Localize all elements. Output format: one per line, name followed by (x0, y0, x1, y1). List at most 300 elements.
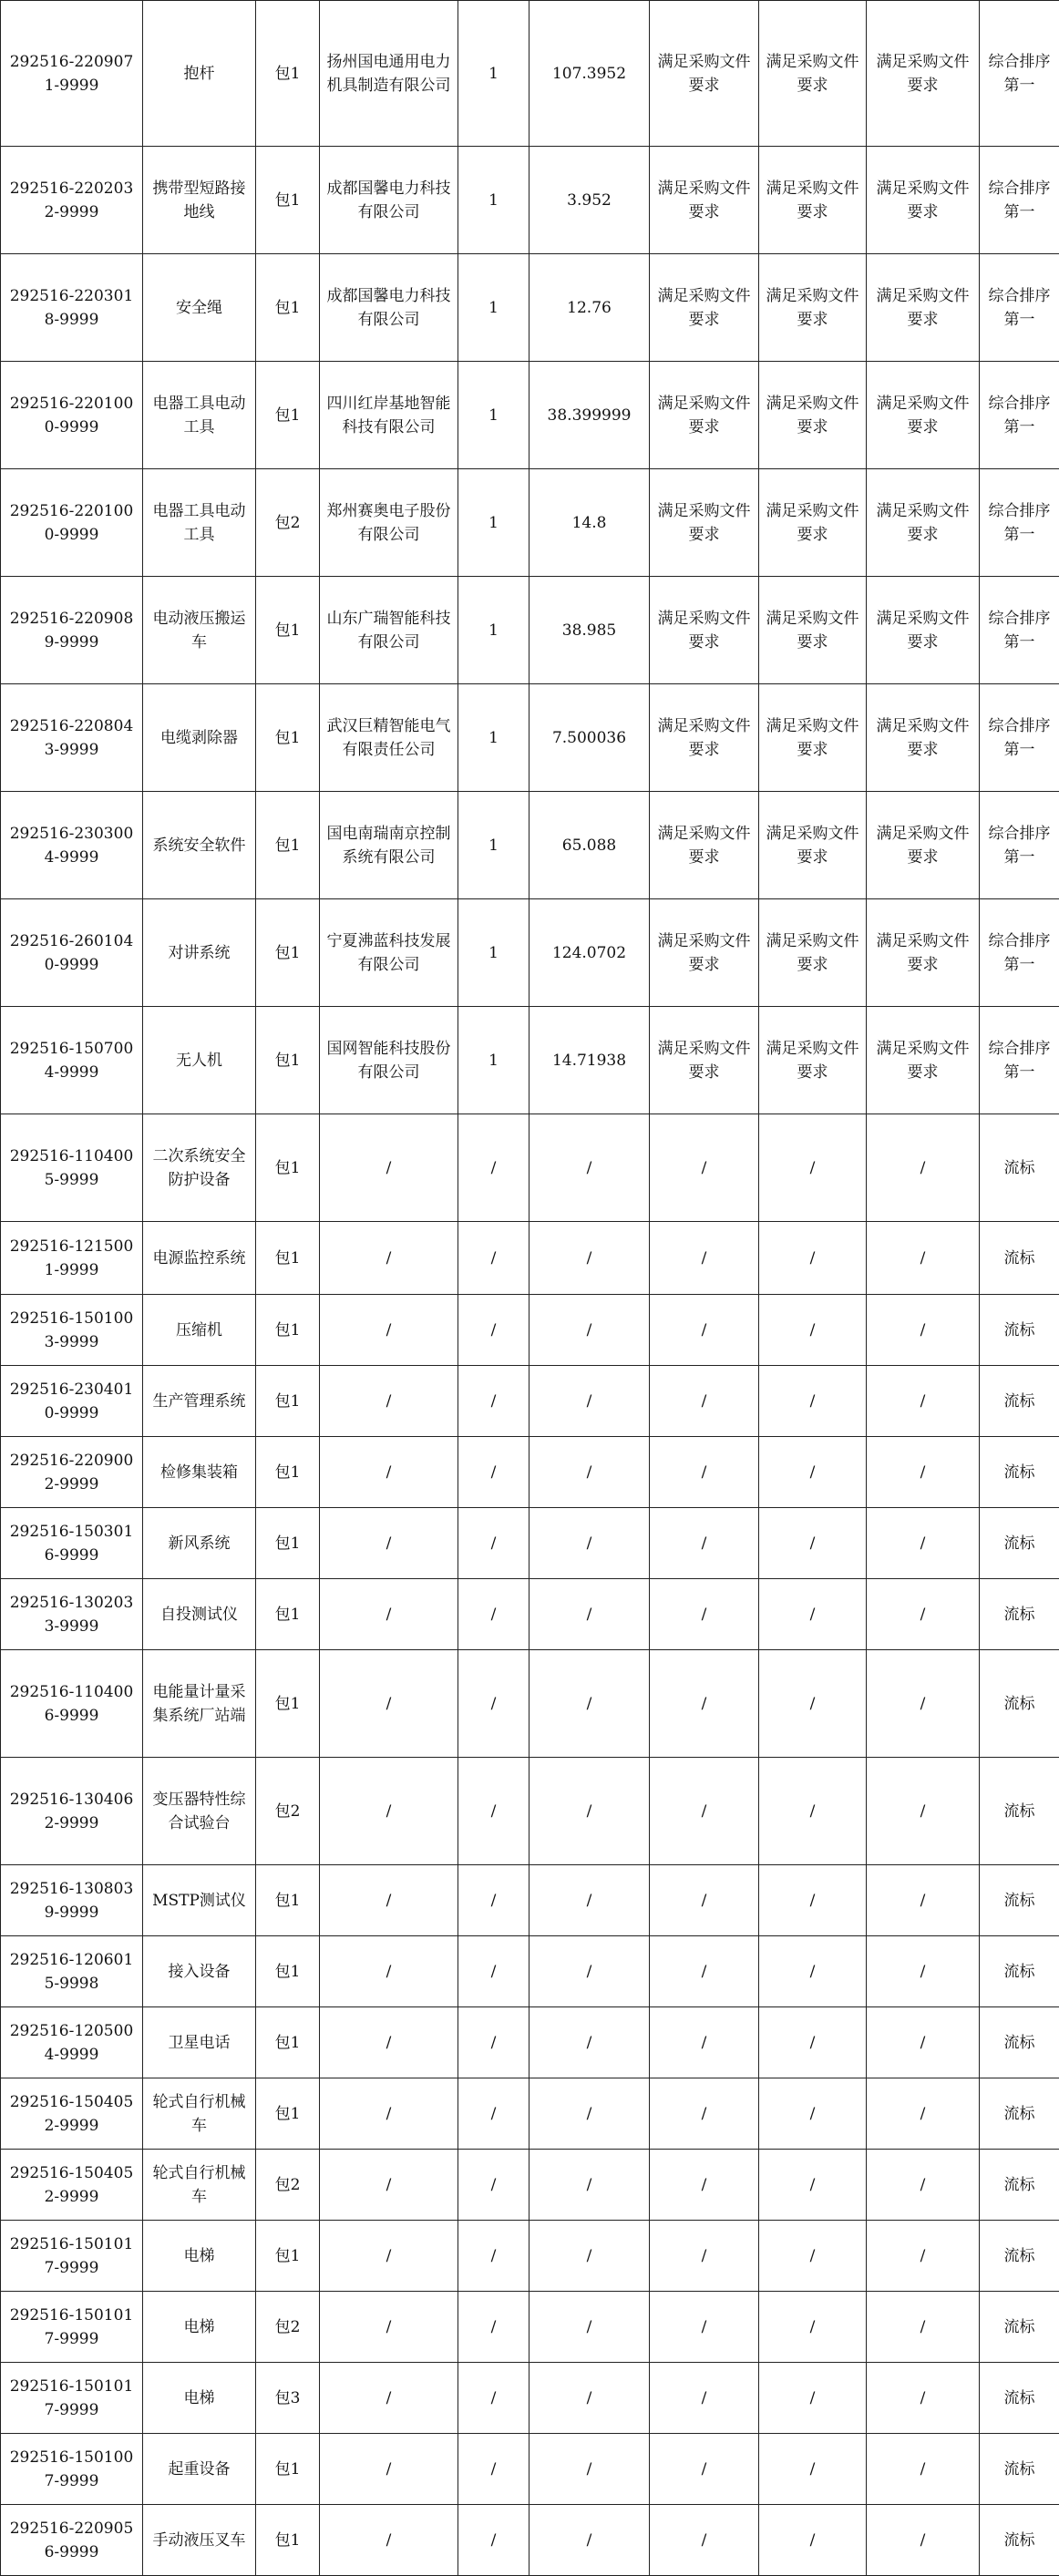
cell-price: / (530, 2078, 650, 2150)
cell-review-1: / (650, 2221, 759, 2292)
cell-review-1: / (650, 1758, 759, 1865)
cell-review-1: 满足采购文件要求 (650, 362, 759, 469)
cell-review-2: 满足采购文件要求 (759, 684, 867, 792)
cell-review-3: / (867, 2363, 980, 2434)
table-row (1, 1437, 1059, 1508)
cell-package: 包1 (256, 2221, 320, 2292)
cell-package: 包2 (256, 2150, 320, 2221)
cell-price: 14.8 (530, 469, 650, 577)
cell-item-code: 292516-2201000-9999 (1, 362, 143, 469)
cell-bidder: 扬州国电通用电力机具制造有限公司 (320, 1, 458, 147)
cell-item-code: 292516-1302033-9999 (1, 1579, 143, 1650)
cell-item-code: 292516-1205004-9999 (1, 2007, 143, 2078)
cell-review-3: 满足采购文件要求 (867, 792, 980, 899)
cell-review-2: / (759, 2292, 867, 2363)
table-row (1, 577, 1059, 684)
cell-review-1: 满足采购文件要求 (650, 1007, 759, 1114)
cell-review-3: 满足采购文件要求 (867, 1, 980, 147)
cell-package: 包1 (256, 1650, 320, 1758)
cell-package: 包1 (256, 1, 320, 147)
cell-item-code: 292516-2209089-9999 (1, 577, 143, 684)
table-body (1, 1, 1059, 2576)
cell-review-1: 满足采购文件要求 (650, 1, 759, 147)
cell-price: 124.0702 (530, 899, 650, 1007)
cell-review-2: 满足采购文件要求 (759, 362, 867, 469)
cell-result: 流标 (980, 1295, 1059, 1366)
cell-package: 包1 (256, 2078, 320, 2150)
cell-quantity: / (458, 2505, 530, 2576)
cell-item-code: 292516-2203018-9999 (1, 254, 143, 362)
cell-price: / (530, 2150, 650, 2221)
cell-price: / (530, 2363, 650, 2434)
cell-review-2: / (759, 2078, 867, 2150)
cell-result: 综合排序第一 (980, 147, 1059, 254)
cell-review-3: / (867, 2221, 980, 2292)
cell-price: / (530, 2007, 650, 2078)
cell-item-name: 电梯 (143, 2363, 256, 2434)
cell-item-code: 292516-1215001-9999 (1, 1222, 143, 1295)
cell-result: 流标 (980, 1437, 1059, 1508)
cell-review-1: 满足采购文件要求 (650, 684, 759, 792)
cell-result: 流标 (980, 1650, 1059, 1758)
cell-price: / (530, 1579, 650, 1650)
cell-price: 65.088 (530, 792, 650, 899)
cell-package: 包1 (256, 2505, 320, 2576)
cell-item-code: 292516-1501007-9999 (1, 2434, 143, 2505)
cell-price: / (530, 1222, 650, 1295)
cell-quantity: / (458, 2434, 530, 2505)
cell-result: 综合排序第一 (980, 577, 1059, 684)
cell-item-name: 系统安全软件 (143, 792, 256, 899)
cell-review-2: / (759, 2007, 867, 2078)
cell-result: 流标 (980, 1366, 1059, 1437)
cell-quantity: 1 (458, 1007, 530, 1114)
cell-review-2: / (759, 1758, 867, 1865)
cell-package: 包1 (256, 1437, 320, 1508)
cell-bidder: / (320, 2078, 458, 2150)
table-row (1, 684, 1059, 792)
cell-quantity: 1 (458, 1, 530, 147)
cell-price: / (530, 1758, 650, 1865)
cell-price: 14.71938 (530, 1007, 650, 1114)
cell-review-1: 满足采购文件要求 (650, 469, 759, 577)
cell-review-1: / (650, 2007, 759, 2078)
cell-bidder: / (320, 1650, 458, 1758)
cell-price: / (530, 2434, 650, 2505)
cell-item-name: 抱杆 (143, 1, 256, 147)
cell-review-3: / (867, 2078, 980, 2150)
cell-item-name: 卫星电话 (143, 2007, 256, 2078)
cell-bidder: / (320, 1366, 458, 1437)
cell-bidder: / (320, 1579, 458, 1650)
cell-result: 综合排序第一 (980, 254, 1059, 362)
cell-package: 包1 (256, 254, 320, 362)
cell-review-3: / (867, 2292, 980, 2363)
cell-review-1: 满足采购文件要求 (650, 147, 759, 254)
cell-package: 包1 (256, 1295, 320, 1366)
cell-result: 流标 (980, 2221, 1059, 2292)
cell-package: 包2 (256, 469, 320, 577)
cell-result: 综合排序第一 (980, 792, 1059, 899)
cell-review-2: / (759, 1508, 867, 1579)
cell-bidder: 国网智能科技股份有限公司 (320, 1007, 458, 1114)
cell-review-3: 满足采购文件要求 (867, 362, 980, 469)
cell-price: 3.952 (530, 147, 650, 254)
cell-review-2: / (759, 2363, 867, 2434)
cell-quantity: / (458, 2007, 530, 2078)
table-row (1, 1, 1059, 147)
table-row (1, 2221, 1059, 2292)
cell-quantity: / (458, 1366, 530, 1437)
cell-item-name: 生产管理系统 (143, 1366, 256, 1437)
cell-price: / (530, 1936, 650, 2007)
cell-result: 综合排序第一 (980, 899, 1059, 1007)
cell-result: 流标 (980, 1508, 1059, 1579)
cell-package: 包1 (256, 1222, 320, 1295)
cell-quantity: / (458, 1579, 530, 1650)
cell-quantity: / (458, 1222, 530, 1295)
cell-review-2: / (759, 1579, 867, 1650)
cell-item-code: 292516-2209002-9999 (1, 1437, 143, 1508)
cell-review-1: / (650, 1366, 759, 1437)
cell-review-2: / (759, 1437, 867, 1508)
cell-review-1: / (650, 1114, 759, 1222)
cell-result: 综合排序第一 (980, 469, 1059, 577)
cell-item-name: 电缆剥除器 (143, 684, 256, 792)
cell-package: 包1 (256, 1865, 320, 1936)
cell-price: 38.985 (530, 577, 650, 684)
cell-item-code: 292516-1504052-9999 (1, 2078, 143, 2150)
table-row (1, 792, 1059, 899)
cell-quantity: / (458, 1758, 530, 1865)
cell-bidder: / (320, 2221, 458, 2292)
cell-item-code: 292516-2209071-9999 (1, 1, 143, 147)
cell-item-name: 电梯 (143, 2292, 256, 2363)
cell-package: 包1 (256, 899, 320, 1007)
cell-review-1: / (650, 1865, 759, 1936)
cell-package: 包2 (256, 2292, 320, 2363)
cell-result: 综合排序第一 (980, 684, 1059, 792)
cell-package: 包1 (256, 362, 320, 469)
table-row (1, 1222, 1059, 1295)
cell-price: / (530, 2221, 650, 2292)
cell-review-3: 满足采购文件要求 (867, 254, 980, 362)
cell-item-name: 携带型短路接地线 (143, 147, 256, 254)
cell-review-1: / (650, 2363, 759, 2434)
cell-bidder: / (320, 2150, 458, 2221)
table-row (1, 1366, 1059, 1437)
cell-result: 流标 (980, 2007, 1059, 2078)
cell-review-3: / (867, 1579, 980, 1650)
cell-review-3: / (867, 1650, 980, 1758)
cell-quantity: / (458, 1936, 530, 2007)
cell-item-code: 292516-2209056-9999 (1, 2505, 143, 2576)
cell-item-name: 电器工具电动工具 (143, 362, 256, 469)
cell-item-code: 292516-1206015-9998 (1, 1936, 143, 2007)
cell-quantity: 1 (458, 899, 530, 1007)
cell-review-2: / (759, 1366, 867, 1437)
cell-review-3: 满足采购文件要求 (867, 469, 980, 577)
cell-review-2: / (759, 1865, 867, 1936)
cell-price: 7.500036 (530, 684, 650, 792)
cell-review-2: 满足采购文件要求 (759, 254, 867, 362)
cell-package: 包1 (256, 2007, 320, 2078)
cell-review-2: / (759, 1936, 867, 2007)
table-row (1, 1758, 1059, 1865)
cell-package: 包1 (256, 147, 320, 254)
cell-quantity: 1 (458, 469, 530, 577)
cell-package: 包3 (256, 2363, 320, 2434)
cell-result: 流标 (980, 1936, 1059, 2007)
cell-item-code: 292516-1501017-9999 (1, 2292, 143, 2363)
cell-review-2: 满足采购文件要求 (759, 147, 867, 254)
cell-quantity: / (458, 1650, 530, 1758)
cell-item-name: 轮式自行机械车 (143, 2078, 256, 2150)
cell-review-2: / (759, 1222, 867, 1295)
table-row (1, 2150, 1059, 2221)
cell-item-name: 电能量计量采集系统厂站端 (143, 1650, 256, 1758)
cell-review-1: / (650, 1579, 759, 1650)
cell-package: 包1 (256, 1114, 320, 1222)
cell-bidder: 国电南瑞南京控制系统有限公司 (320, 792, 458, 899)
cell-price: / (530, 1437, 650, 1508)
cell-bidder: 郑州赛奥电子股份有限公司 (320, 469, 458, 577)
cell-bidder: / (320, 1865, 458, 1936)
cell-result: 流标 (980, 2078, 1059, 2150)
cell-item-name: 电梯 (143, 2221, 256, 2292)
cell-package: 包1 (256, 792, 320, 899)
cell-quantity: 1 (458, 362, 530, 469)
cell-review-2: 满足采购文件要求 (759, 899, 867, 1007)
cell-review-3: 满足采购文件要求 (867, 147, 980, 254)
cell-bidder: / (320, 2363, 458, 2434)
table-row (1, 2007, 1059, 2078)
cell-bidder: / (320, 1222, 458, 1295)
cell-quantity: 1 (458, 684, 530, 792)
cell-item-code: 292516-1104006-9999 (1, 1650, 143, 1758)
cell-bidder: / (320, 1758, 458, 1865)
cell-review-1: / (650, 2505, 759, 2576)
table-row (1, 1114, 1059, 1222)
cell-quantity: / (458, 2292, 530, 2363)
cell-review-2: 满足采购文件要求 (759, 577, 867, 684)
table-row (1, 362, 1059, 469)
cell-review-3: / (867, 1865, 980, 1936)
cell-item-name: 无人机 (143, 1007, 256, 1114)
cell-review-1: / (650, 2150, 759, 2221)
cell-review-3: / (867, 1222, 980, 1295)
cell-package: 包1 (256, 1579, 320, 1650)
cell-result: 流标 (980, 2505, 1059, 2576)
cell-review-1: 满足采购文件要求 (650, 254, 759, 362)
table-row (1, 899, 1059, 1007)
cell-package: 包1 (256, 2434, 320, 2505)
cell-result: 综合排序第一 (980, 1007, 1059, 1114)
cell-review-1: / (650, 2292, 759, 2363)
cell-review-3: / (867, 2434, 980, 2505)
cell-review-2: 满足采购文件要求 (759, 792, 867, 899)
cell-item-name: 压缩机 (143, 1295, 256, 1366)
cell-item-code: 292516-2208043-9999 (1, 684, 143, 792)
cell-package: 包1 (256, 1366, 320, 1437)
cell-review-3: / (867, 2150, 980, 2221)
cell-review-2: 满足采购文件要求 (759, 1, 867, 147)
cell-review-3: 满足采购文件要求 (867, 1007, 980, 1114)
cell-result: 流标 (980, 1579, 1059, 1650)
table-row (1, 1295, 1059, 1366)
cell-bidder: / (320, 1114, 458, 1222)
cell-price: / (530, 1508, 650, 1579)
cell-bidder: / (320, 1295, 458, 1366)
cell-package: 包1 (256, 577, 320, 684)
cell-review-3: 满足采购文件要求 (867, 684, 980, 792)
cell-item-name: 电源监控系统 (143, 1222, 256, 1295)
cell-item-name: 电动液压搬运车 (143, 577, 256, 684)
cell-price: / (530, 2505, 650, 2576)
cell-item-code: 292516-1104005-9999 (1, 1114, 143, 1222)
cell-review-3: / (867, 1114, 980, 1222)
cell-review-1: / (650, 1508, 759, 1579)
table-row (1, 1936, 1059, 2007)
table-row (1, 469, 1059, 577)
cell-result: 流标 (980, 2150, 1059, 2221)
cell-quantity: / (458, 1437, 530, 1508)
cell-review-3: / (867, 1936, 980, 2007)
cell-bidder: / (320, 2007, 458, 2078)
cell-price: 107.3952 (530, 1, 650, 147)
cell-item-name: 二次系统安全防护设备 (143, 1114, 256, 1222)
cell-item-code: 292516-2303004-9999 (1, 792, 143, 899)
cell-item-code: 292516-1501017-9999 (1, 2221, 143, 2292)
cell-review-1: / (650, 1295, 759, 1366)
cell-quantity: 1 (458, 147, 530, 254)
cell-item-name: MSTP测试仪 (143, 1865, 256, 1936)
table-row (1, 147, 1059, 254)
cell-review-2: / (759, 1650, 867, 1758)
cell-quantity: / (458, 2363, 530, 2434)
cell-item-name: 变压器特性综合试验台 (143, 1758, 256, 1865)
table-row (1, 1865, 1059, 1936)
cell-price: / (530, 1865, 650, 1936)
cell-item-code: 292516-1501003-9999 (1, 1295, 143, 1366)
cell-review-2: / (759, 2505, 867, 2576)
cell-review-3: 满足采购文件要求 (867, 899, 980, 1007)
cell-review-2: 满足采购文件要求 (759, 1007, 867, 1114)
cell-bidder: 武汉巨精智能电气有限责任公司 (320, 684, 458, 792)
cell-review-3: / (867, 1758, 980, 1865)
cell-package: 包1 (256, 1007, 320, 1114)
cell-review-1: / (650, 2434, 759, 2505)
cell-item-name: 起重设备 (143, 2434, 256, 2505)
table-row (1, 1007, 1059, 1114)
table-row (1, 2505, 1059, 2576)
cell-result: 流标 (980, 1865, 1059, 1936)
cell-item-code: 292516-1501017-9999 (1, 2363, 143, 2434)
cell-quantity: / (458, 1295, 530, 1366)
cell-item-code: 292516-1304062-9999 (1, 1758, 143, 1865)
cell-item-code: 292516-2601040-9999 (1, 899, 143, 1007)
table-row (1, 2292, 1059, 2363)
table-row (1, 2078, 1059, 2150)
cell-item-code: 292516-2201000-9999 (1, 469, 143, 577)
cell-quantity: / (458, 2150, 530, 2221)
cell-quantity: / (458, 2221, 530, 2292)
cell-quantity: / (458, 1114, 530, 1222)
cell-price: / (530, 2292, 650, 2363)
cell-item-name: 自投测试仪 (143, 1579, 256, 1650)
cell-bidder: 四川红岸基地智能科技有限公司 (320, 362, 458, 469)
cell-review-1: 满足采购文件要求 (650, 792, 759, 899)
cell-review-3: / (867, 2007, 980, 2078)
cell-bidder: / (320, 2434, 458, 2505)
cell-result: 综合排序第一 (980, 362, 1059, 469)
cell-result: 流标 (980, 1222, 1059, 1295)
table-row (1, 1579, 1059, 1650)
cell-review-1: / (650, 2078, 759, 2150)
cell-result: 流标 (980, 2434, 1059, 2505)
cell-bidder: / (320, 2292, 458, 2363)
cell-review-2: / (759, 2150, 867, 2221)
cell-bidder: 成都国馨电力科技有限公司 (320, 254, 458, 362)
cell-bidder: / (320, 2505, 458, 2576)
table-row (1, 2434, 1059, 2505)
cell-item-name: 轮式自行机械车 (143, 2150, 256, 2221)
cell-review-3: 满足采购文件要求 (867, 577, 980, 684)
cell-review-2: / (759, 2221, 867, 2292)
cell-item-name: 电器工具电动工具 (143, 469, 256, 577)
cell-item-code: 292516-1504052-9999 (1, 2150, 143, 2221)
cell-price: / (530, 1114, 650, 1222)
cell-quantity: 1 (458, 254, 530, 362)
cell-bidder: 宁夏沸蓝科技发展有限公司 (320, 899, 458, 1007)
cell-result: 流标 (980, 1114, 1059, 1222)
cell-item-name: 安全绳 (143, 254, 256, 362)
cell-review-3: / (867, 1508, 980, 1579)
cell-quantity: / (458, 1508, 530, 1579)
cell-price: / (530, 1366, 650, 1437)
cell-review-3: / (867, 2505, 980, 2576)
cell-bidder: 成都国馨电力科技有限公司 (320, 147, 458, 254)
table-row (1, 254, 1059, 362)
cell-review-1: / (650, 1650, 759, 1758)
cell-quantity: / (458, 2078, 530, 2150)
cell-review-3: / (867, 1366, 980, 1437)
cell-review-1: 满足采购文件要求 (650, 577, 759, 684)
cell-package: 包2 (256, 1758, 320, 1865)
cell-review-1: / (650, 1936, 759, 2007)
cell-item-name: 检修集装箱 (143, 1437, 256, 1508)
cell-review-2: / (759, 1295, 867, 1366)
cell-item-code: 292516-1308039-9999 (1, 1865, 143, 1936)
cell-review-2: / (759, 2434, 867, 2505)
cell-price: / (530, 1295, 650, 1366)
cell-price: / (530, 1650, 650, 1758)
cell-result: 流标 (980, 1758, 1059, 1865)
cell-result: 综合排序第一 (980, 1, 1059, 147)
cell-quantity: / (458, 1865, 530, 1936)
cell-item-name: 对讲系统 (143, 899, 256, 1007)
cell-review-2: / (759, 1114, 867, 1222)
cell-item-name: 新风系统 (143, 1508, 256, 1579)
table-row (1, 2363, 1059, 2434)
cell-package: 包1 (256, 1508, 320, 1579)
table-row (1, 1650, 1059, 1758)
cell-review-1: 满足采购文件要求 (650, 899, 759, 1007)
table-row (1, 1508, 1059, 1579)
cell-item-code: 292516-2202032-9999 (1, 147, 143, 254)
cell-item-name: 手动液压叉车 (143, 2505, 256, 2576)
cell-result: 流标 (980, 2363, 1059, 2434)
